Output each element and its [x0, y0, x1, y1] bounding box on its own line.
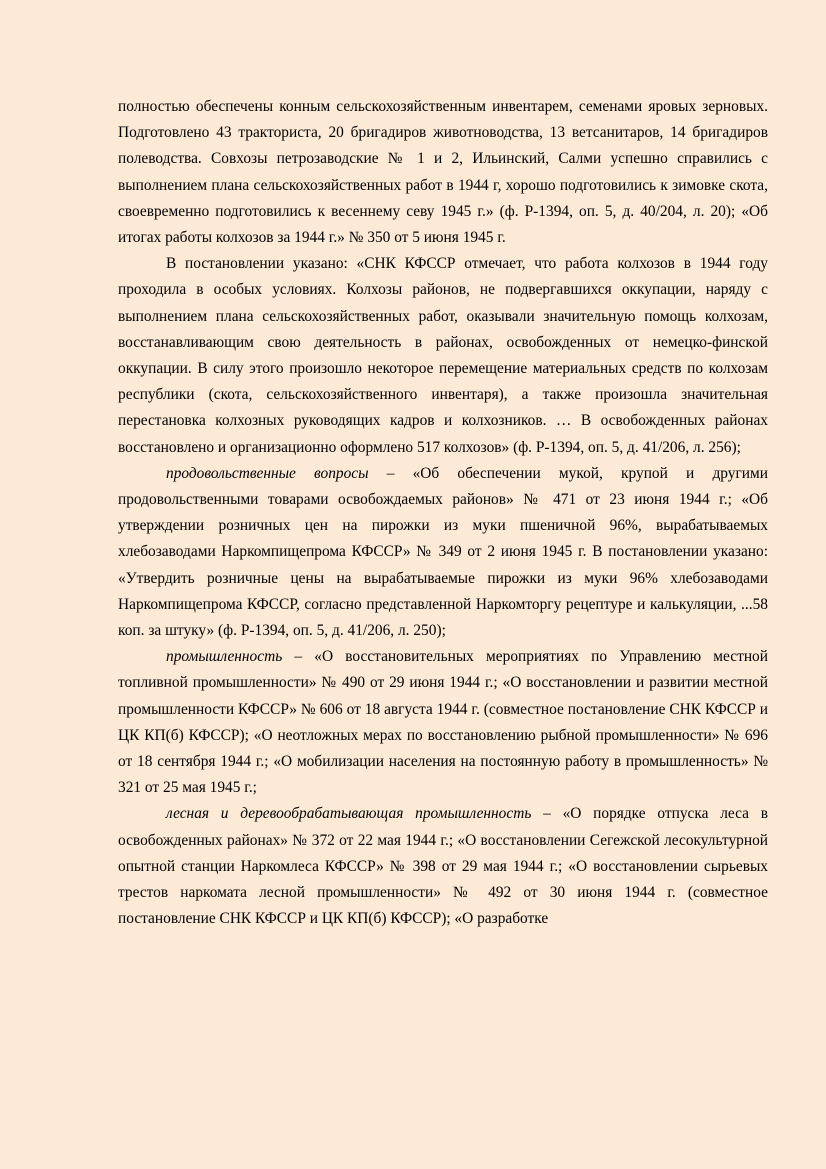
paragraph-text: – «О порядке отпуска леса в освобожденных районах» № 372 от 22 мая 1944 г.; «О восстановлении Сегежской лесокультурной опытной станции Наркомлеса КФССР» № 398 от 29 мая 1944 г.; «О восстановлении сырьевых трестов наркомата лесной промышленности» № 492 от 30 июня 1944 г. (совместное постановление СНК КФССР и ЦК КП(б) КФССР); «О разработке [118, 805, 768, 928]
paragraph-heading-italic: промышленность [166, 648, 283, 666]
document-page [118, 94, 768, 933]
paragraph-heading-italic: продовольственные вопросы [166, 464, 369, 482]
paragraph-text: полностью обеспечены конным сельскохозяйственным инвентарем, семенами яровых зерновых. Подготовлено 43 тракториста, 20 бригадиров животноводства, 13 ветсанитаров, 14 бригадиров полеводства. Совхозы петрозаводские № 1 и 2, Ильинский, Салми успешно справились с выполнением плана сельскохозяйственных работ в 1944 г, хорошо подготовились к зимовке скота, своевременно подготовились к весеннему севу 1945 г.» (ф. Р-1394, оп. 5, д. 40/204, л. 20); «Об итогах работы колхозов за 1944 г.» № 350 от 5 июня 1945 г. [118, 98, 768, 247]
paragraph-continuation [118, 94, 768, 251]
paragraph-text: – «Об обеспечении мукой, крупой и другими продовольственными товарами освобождаемых районов» № 471 от 23 июня 1944 г.; «Об утверждении розничных цен на пирожки из муки пшеничной 96%, вырабатываемых хлебозаводами Наркомпищепрома КФССР» № 349 от 2 июня 1945 г. В постановлении указано: «Утвердить розничные цены на вырабатываемые пирожки из муки 96% хлебозаводами Наркомпищепрома КФССР, согласно представленной Наркомторгу рецептуре и калькуляции, ...58 коп. за штуку» (ф. Р-1394, оп. 5, д. 41/206, л. 250); [118, 464, 768, 640]
paragraph-food-issues [118, 461, 768, 644]
paragraph-kolkhoz-resolution [118, 251, 768, 461]
paragraph-industry [118, 644, 768, 801]
paragraph-text: В постановлении указано: «СНК КФССР отмечает, что работа колхозов в 1944 году проходила в особых условиях. Колхозы районов, не подвергавшихся оккупации, наряду с выполнением плана сельскохозяйственных работ, оказывали значительную помощь колхозам, восстанавливающим свою деятельность в районах, освобожденных от немецко-финской оккупации. В силу этого произошло некоторое перемещение материальных средств по колхозам республики (скота, сельскохозяйственного инвентаря), а также произошла значительная перестановка колхозных руководящих кадров и колхозников. … В освобожденных районах восстановлено и организационно оформлено 517 колхозов» (ф. Р-1394, оп. 5, д. 41/206, л. 256); [118, 255, 768, 456]
paragraph-forestry [118, 801, 768, 932]
paragraph-heading-italic: лесная и деревообрабатывающая промышленность [166, 805, 532, 823]
paragraph-text: – «О восстановительных мероприятиях по Управлению местной топливной промышленности» № 490 от 29 июня 1944 г.; «О восстановлении и развитии местной промышленности КФССР» № 606 от 18 августа 1944 г. (совместное постановление СНК КФССР и ЦК КП(б) КФССР); «О неотложных мерах по восстановлению рыбной промышленности» № 696 от 18 сентября 1944 г.; «О мобилизации населения на постоянную работу в промышленность» № 321 от 25 мая 1945 г.; [118, 648, 768, 797]
